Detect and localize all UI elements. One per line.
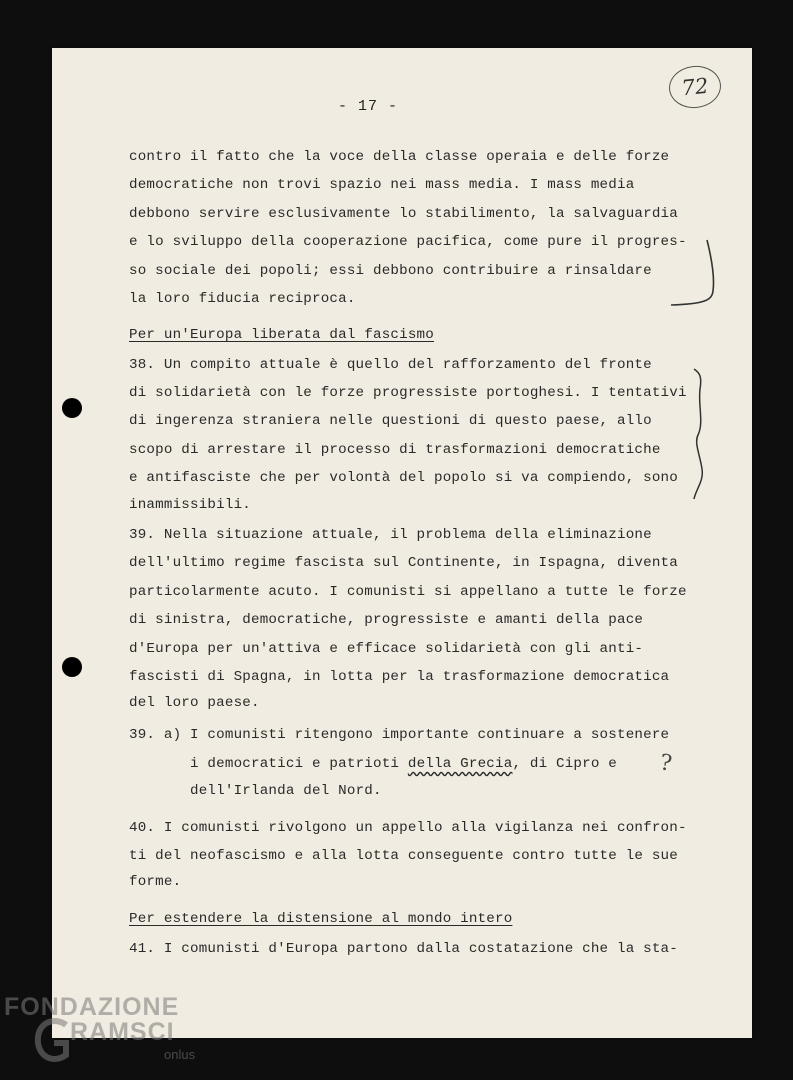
punch-hole-top: [62, 398, 82, 418]
watermark-g-logo: [34, 1015, 74, 1067]
watermark-line2: RAMSCI: [70, 1018, 175, 1046]
punch-hole-bottom: [62, 657, 82, 677]
text-line: di solidarietà con le forze progressiste portoghesi. I tentativi: [129, 385, 687, 401]
text-line-indented: [190, 756, 617, 772]
section-heading: Per un'Europa liberata dal fascismo: [129, 327, 434, 343]
watermark-line1: FONDAZIONE: [4, 993, 180, 1021]
text-line: so sociale dei popoli; essi debbono contribuire a rinsaldare: [129, 263, 652, 279]
watermark-line3: onlus: [164, 1047, 196, 1062]
text-line: dell'ultimo regime fascista sul Continente, in Ispagna, diventa: [129, 555, 678, 571]
text-line: fascisti di Spagna, in lotta per la trasformazione democratica: [129, 669, 670, 685]
question-mark-annotation: ?: [658, 750, 674, 777]
text-line: contro il fatto che la voce della classe operaia e delle forze: [129, 149, 670, 165]
text-line: democratiche non trovi spazio nei mass media. I mass media: [129, 177, 635, 193]
text-line: e antifasciste che per volontà del popolo si va compiendo, sono: [129, 470, 678, 486]
text-line: scopo di arrestare il processo di trasformazioni democratiche: [129, 442, 661, 458]
text-span: , di Cipro e: [512, 756, 618, 772]
text-line: 38. Un compito attuale è quello del rafforzamento del fronte: [129, 357, 652, 373]
text-line: 41. I comunisti d'Europa partono dalla costatazione che la sta-: [129, 941, 678, 957]
text-line-indented: dell'Irlanda del Nord.: [190, 783, 382, 799]
underlined-text: della Grecia: [407, 756, 513, 772]
section-heading: Per estendere la distensione al mondo intero: [129, 911, 513, 927]
text-line: 39. Nella situazione attuale, il problema della eliminazione: [129, 527, 652, 543]
text-line: e lo sviluppo della cooperazione pacifica, come pure il progres-: [129, 234, 687, 250]
text-line: inammissibili.: [129, 497, 251, 513]
text-line: particolarmente acuto. I comunisti si appellano a tutte le forze: [129, 584, 687, 600]
page-number: - 17 -: [338, 98, 399, 115]
text-line: 39. a) I comunisti ritengono importante continuare a sostenere: [129, 727, 670, 743]
archive-watermark: [4, 993, 204, 1073]
margin-brace-mark: [686, 365, 716, 505]
text-line: ti del neofascismo e alla lotta conseguente contro tutte le sue: [129, 848, 678, 864]
text-span: i democratici e patrioti: [190, 756, 408, 772]
text-line: d'Europa per un'attiva e efficace solidarietà con gli anti-: [129, 641, 644, 657]
text-line: debbono servire esclusivamente lo stabilimento, la salvaguardia: [129, 206, 678, 222]
text-line: 40. I comunisti rivolgono un appello alla vigilanza nei confron-: [129, 820, 687, 836]
text-line: di ingerenza straniera nelle questioni di questo paese, allo: [129, 413, 652, 429]
text-line: di sinistra, democratiche, progressiste e amanti della pace: [129, 612, 644, 628]
margin-bracket-mark: [665, 236, 725, 311]
text-line: forme.: [129, 874, 182, 890]
archive-stamp: 72: [667, 63, 723, 110]
text-line: del loro paese.: [129, 695, 260, 711]
text-line: la loro fiducia reciproca.: [129, 291, 356, 307]
